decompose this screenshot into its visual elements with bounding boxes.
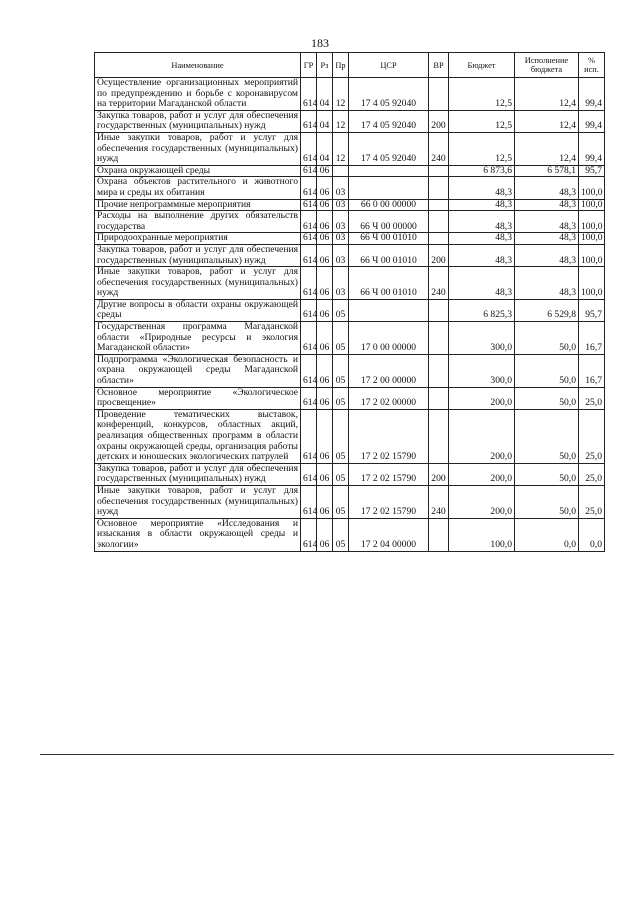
- row-gr: 614: [301, 387, 317, 409]
- row-gr: 614: [301, 211, 317, 233]
- row-vr: [429, 165, 449, 177]
- row-csr: 17 2 02 15790: [349, 485, 429, 518]
- row-rz: 06: [317, 211, 333, 233]
- row-name: Другие вопросы в области охраны окружающей среды: [95, 299, 301, 321]
- table-row: [95, 485, 605, 518]
- row-csr: [349, 177, 429, 199]
- row-execution: 48,3: [515, 244, 579, 266]
- row-execution: 48,3: [515, 233, 579, 245]
- row-budget: 200,0: [449, 463, 515, 485]
- row-rz: 06: [317, 267, 333, 300]
- row-vr: 200: [429, 244, 449, 266]
- row-pr: 03: [333, 233, 349, 245]
- row-name: Прочие непрограммные мероприятия: [95, 199, 301, 211]
- row-name: Иные закупки товаров, работ и услуг для обеспечения государственных (муниципальных) нужд: [95, 267, 301, 300]
- table-row: [95, 132, 605, 165]
- header-percent: % исп.: [579, 53, 605, 78]
- row-gr: 614: [301, 299, 317, 321]
- row-csr: 17 2 00 00000: [349, 354, 429, 387]
- row-name: Расходы на выполнение других обязательств государства: [95, 211, 301, 233]
- row-csr: 17 2 02 00000: [349, 387, 429, 409]
- row-name: Иные закупки товаров, работ и услуг для обеспечения государственных (муниципальных) нужд: [95, 485, 301, 518]
- table-row: [95, 463, 605, 485]
- table-row: [95, 409, 605, 463]
- row-percent: 95,7: [579, 299, 605, 321]
- row-rz: 06: [317, 354, 333, 387]
- row-csr: 17 4 05 92040: [349, 132, 429, 165]
- row-csr: 17 4 05 92040: [349, 78, 429, 111]
- row-pr: 05: [333, 463, 349, 485]
- row-csr: 17 2 04 00000: [349, 518, 429, 551]
- row-rz: 06: [317, 165, 333, 177]
- row-percent: 16,7: [579, 322, 605, 355]
- row-csr: 17 0 00 00000: [349, 322, 429, 355]
- row-name: Основное мероприятие «Экологическое просвещение»: [95, 387, 301, 409]
- row-pr: 05: [333, 387, 349, 409]
- row-budget: 200,0: [449, 485, 515, 518]
- row-execution: 50,0: [515, 485, 579, 518]
- row-percent: 99,4: [579, 132, 605, 165]
- row-gr: 614: [301, 409, 317, 463]
- row-pr: 03: [333, 211, 349, 233]
- row-vr: 240: [429, 132, 449, 165]
- table-row: [95, 110, 605, 132]
- row-gr: 614: [301, 354, 317, 387]
- row-execution: 12,4: [515, 132, 579, 165]
- row-percent: 99,4: [579, 110, 605, 132]
- row-budget: 100,0: [449, 518, 515, 551]
- row-pr: 05: [333, 322, 349, 355]
- row-percent: 100,0: [579, 267, 605, 300]
- row-name: Охрана окружающей среды: [95, 165, 301, 177]
- row-percent: 99,4: [579, 78, 605, 111]
- row-pr: 03: [333, 199, 349, 211]
- row-budget: 200,0: [449, 409, 515, 463]
- row-pr: 03: [333, 177, 349, 199]
- row-pr: 03: [333, 267, 349, 300]
- row-budget: 12,5: [449, 110, 515, 132]
- row-vr: [429, 299, 449, 321]
- row-budget: 12,5: [449, 132, 515, 165]
- row-rz: 06: [317, 244, 333, 266]
- header-execution: Исполнение бюджета: [515, 53, 579, 78]
- row-vr: 240: [429, 485, 449, 518]
- row-gr: 614: [301, 463, 317, 485]
- row-percent: 0,0: [579, 518, 605, 551]
- row-gr: 614: [301, 110, 317, 132]
- row-percent: 25,0: [579, 463, 605, 485]
- row-csr: 17 2 02 15790: [349, 463, 429, 485]
- row-budget: 12,5: [449, 78, 515, 111]
- row-budget: 300,0: [449, 322, 515, 355]
- row-execution: 50,0: [515, 354, 579, 387]
- header-budget: Бюджет: [449, 53, 515, 78]
- row-csr: 66 Ч 00 00000: [349, 211, 429, 233]
- row-budget: 48,3: [449, 244, 515, 266]
- row-gr: 614: [301, 199, 317, 211]
- row-name: Государственная программа Магаданской области «Природные ресурсы и экология Магаданской области»: [95, 322, 301, 355]
- row-budget: 6 873,6: [449, 165, 515, 177]
- row-budget: 48,3: [449, 267, 515, 300]
- row-vr: [429, 387, 449, 409]
- row-pr: 05: [333, 354, 349, 387]
- row-execution: 12,4: [515, 110, 579, 132]
- row-pr: 12: [333, 110, 349, 132]
- row-percent: 25,0: [579, 409, 605, 463]
- row-vr: 200: [429, 110, 449, 132]
- row-rz: 06: [317, 387, 333, 409]
- row-name: Закупка товаров, работ и услуг для обеспечения государственных (муниципальных) нужд: [95, 244, 301, 266]
- row-name: Закупка товаров, работ и услуг для обеспечения государственных (муниципальных) нужд: [95, 110, 301, 132]
- row-percent: 25,0: [579, 387, 605, 409]
- row-gr: 614: [301, 267, 317, 300]
- row-pr: 05: [333, 299, 349, 321]
- row-csr: [349, 299, 429, 321]
- row-gr: 614: [301, 132, 317, 165]
- row-vr: [429, 322, 449, 355]
- row-rz: 06: [317, 233, 333, 245]
- row-execution: 48,3: [515, 177, 579, 199]
- row-gr: 614: [301, 322, 317, 355]
- header-name: Наименование: [95, 53, 301, 78]
- row-execution: 48,3: [515, 211, 579, 233]
- row-percent: 95,7: [579, 165, 605, 177]
- table-row: [95, 244, 605, 266]
- row-rz: 04: [317, 78, 333, 111]
- row-vr: 240: [429, 267, 449, 300]
- row-rz: 04: [317, 132, 333, 165]
- row-pr: 05: [333, 409, 349, 463]
- row-name: Основное мероприятие «Исследования и изыскания в области окружающей среды и экологии»: [95, 518, 301, 551]
- row-rz: 06: [317, 199, 333, 211]
- row-percent: 100,0: [579, 233, 605, 245]
- row-gr: 614: [301, 78, 317, 111]
- row-vr: [429, 199, 449, 211]
- row-gr: 614: [301, 233, 317, 245]
- row-budget: 300,0: [449, 354, 515, 387]
- row-pr: 12: [333, 132, 349, 165]
- row-vr: [429, 211, 449, 233]
- page-number: 183: [311, 36, 329, 50]
- row-vr: [429, 177, 449, 199]
- row-csr: 66 0 00 00000: [349, 199, 429, 211]
- row-vr: [429, 233, 449, 245]
- table-row: [95, 354, 605, 387]
- row-budget: 48,3: [449, 177, 515, 199]
- row-csr: 66 Ч 00 01010: [349, 244, 429, 266]
- row-execution: 0,0: [515, 518, 579, 551]
- row-execution: 12,4: [515, 78, 579, 111]
- row-vr: [429, 78, 449, 111]
- table-row: [95, 387, 605, 409]
- row-rz: 06: [317, 299, 333, 321]
- row-execution: 50,0: [515, 409, 579, 463]
- row-csr: 17 4 05 92040: [349, 110, 429, 132]
- row-name: Проведение тематических выставок, конференций, конкурсов, областных акций, реализация общественных программ в области охраны окружающей среды, организация работы детских и юношеских экологических патрулей: [95, 409, 301, 463]
- header-rz: Рз: [317, 53, 333, 78]
- row-execution: 48,3: [515, 267, 579, 300]
- row-pr: 05: [333, 518, 349, 551]
- header-vr: ВР: [429, 53, 449, 78]
- row-execution: 50,0: [515, 463, 579, 485]
- row-pr: 03: [333, 244, 349, 266]
- row-budget: 48,3: [449, 233, 515, 245]
- row-gr: 614: [301, 177, 317, 199]
- row-rz: 06: [317, 518, 333, 551]
- row-name: Природоохранные мероприятия: [95, 233, 301, 245]
- row-gr: 614: [301, 244, 317, 266]
- row-percent: 100,0: [579, 244, 605, 266]
- row-csr: 17 2 02 15790: [349, 409, 429, 463]
- row-vr: [429, 409, 449, 463]
- row-execution: 6 529,8: [515, 299, 579, 321]
- table-row: [95, 78, 605, 111]
- table-row: [95, 177, 605, 199]
- row-vr: [429, 518, 449, 551]
- table-row: [95, 211, 605, 233]
- row-percent: 25,0: [579, 485, 605, 518]
- header-gr: ГР: [301, 53, 317, 78]
- row-budget: 6 825,3: [449, 299, 515, 321]
- budget-table: [94, 52, 605, 552]
- row-name: Иные закупки товаров, работ и услуг для обеспечения государственных (муниципальных) нужд: [95, 132, 301, 165]
- row-name: Подпрограмма «Экологическая безопасность и охрана окружающей среды Магаданской области»: [95, 354, 301, 387]
- row-name: Охрана объектов растительного и животного мира и среды их обитания: [95, 177, 301, 199]
- row-budget: 200,0: [449, 387, 515, 409]
- row-vr: [429, 354, 449, 387]
- row-gr: 614: [301, 518, 317, 551]
- table-row: [95, 299, 605, 321]
- table-row: [95, 518, 605, 551]
- row-execution: 50,0: [515, 322, 579, 355]
- row-budget: 48,3: [449, 199, 515, 211]
- header-pr: Пр: [333, 53, 349, 78]
- row-pr: [333, 165, 349, 177]
- row-percent: 16,7: [579, 354, 605, 387]
- table-row: [95, 199, 605, 211]
- row-gr: 614: [301, 485, 317, 518]
- table-row: [95, 165, 605, 177]
- row-execution: 48,3: [515, 199, 579, 211]
- table-row: [95, 233, 605, 245]
- row-rz: 06: [317, 177, 333, 199]
- row-csr: [349, 165, 429, 177]
- table-row: [95, 267, 605, 300]
- row-budget: 48,3: [449, 211, 515, 233]
- row-rz: 06: [317, 409, 333, 463]
- table-header-row: [95, 53, 605, 78]
- row-execution: 50,0: [515, 387, 579, 409]
- row-percent: 100,0: [579, 177, 605, 199]
- row-execution: 6 578,1: [515, 165, 579, 177]
- row-rz: 06: [317, 485, 333, 518]
- row-name: Осуществление организационных мероприятий по предупреждению и борьбе с коронавирусом на территории Магаданской области: [95, 78, 301, 111]
- row-csr: 66 Ч 00 01010: [349, 233, 429, 245]
- row-name: Закупка товаров, работ и услуг для обеспечения государственных (муниципальных) нужд: [95, 463, 301, 485]
- row-rz: 04: [317, 110, 333, 132]
- footer-divider: [40, 754, 614, 755]
- row-vr: 200: [429, 463, 449, 485]
- row-rz: 06: [317, 463, 333, 485]
- row-csr: 66 Ч 00 01010: [349, 267, 429, 300]
- row-percent: 100,0: [579, 211, 605, 233]
- row-pr: 05: [333, 485, 349, 518]
- row-percent: 100,0: [579, 199, 605, 211]
- row-gr: 614: [301, 165, 317, 177]
- row-rz: 06: [317, 322, 333, 355]
- row-pr: 12: [333, 78, 349, 111]
- header-csr: ЦСР: [349, 53, 429, 78]
- table-row: [95, 322, 605, 355]
